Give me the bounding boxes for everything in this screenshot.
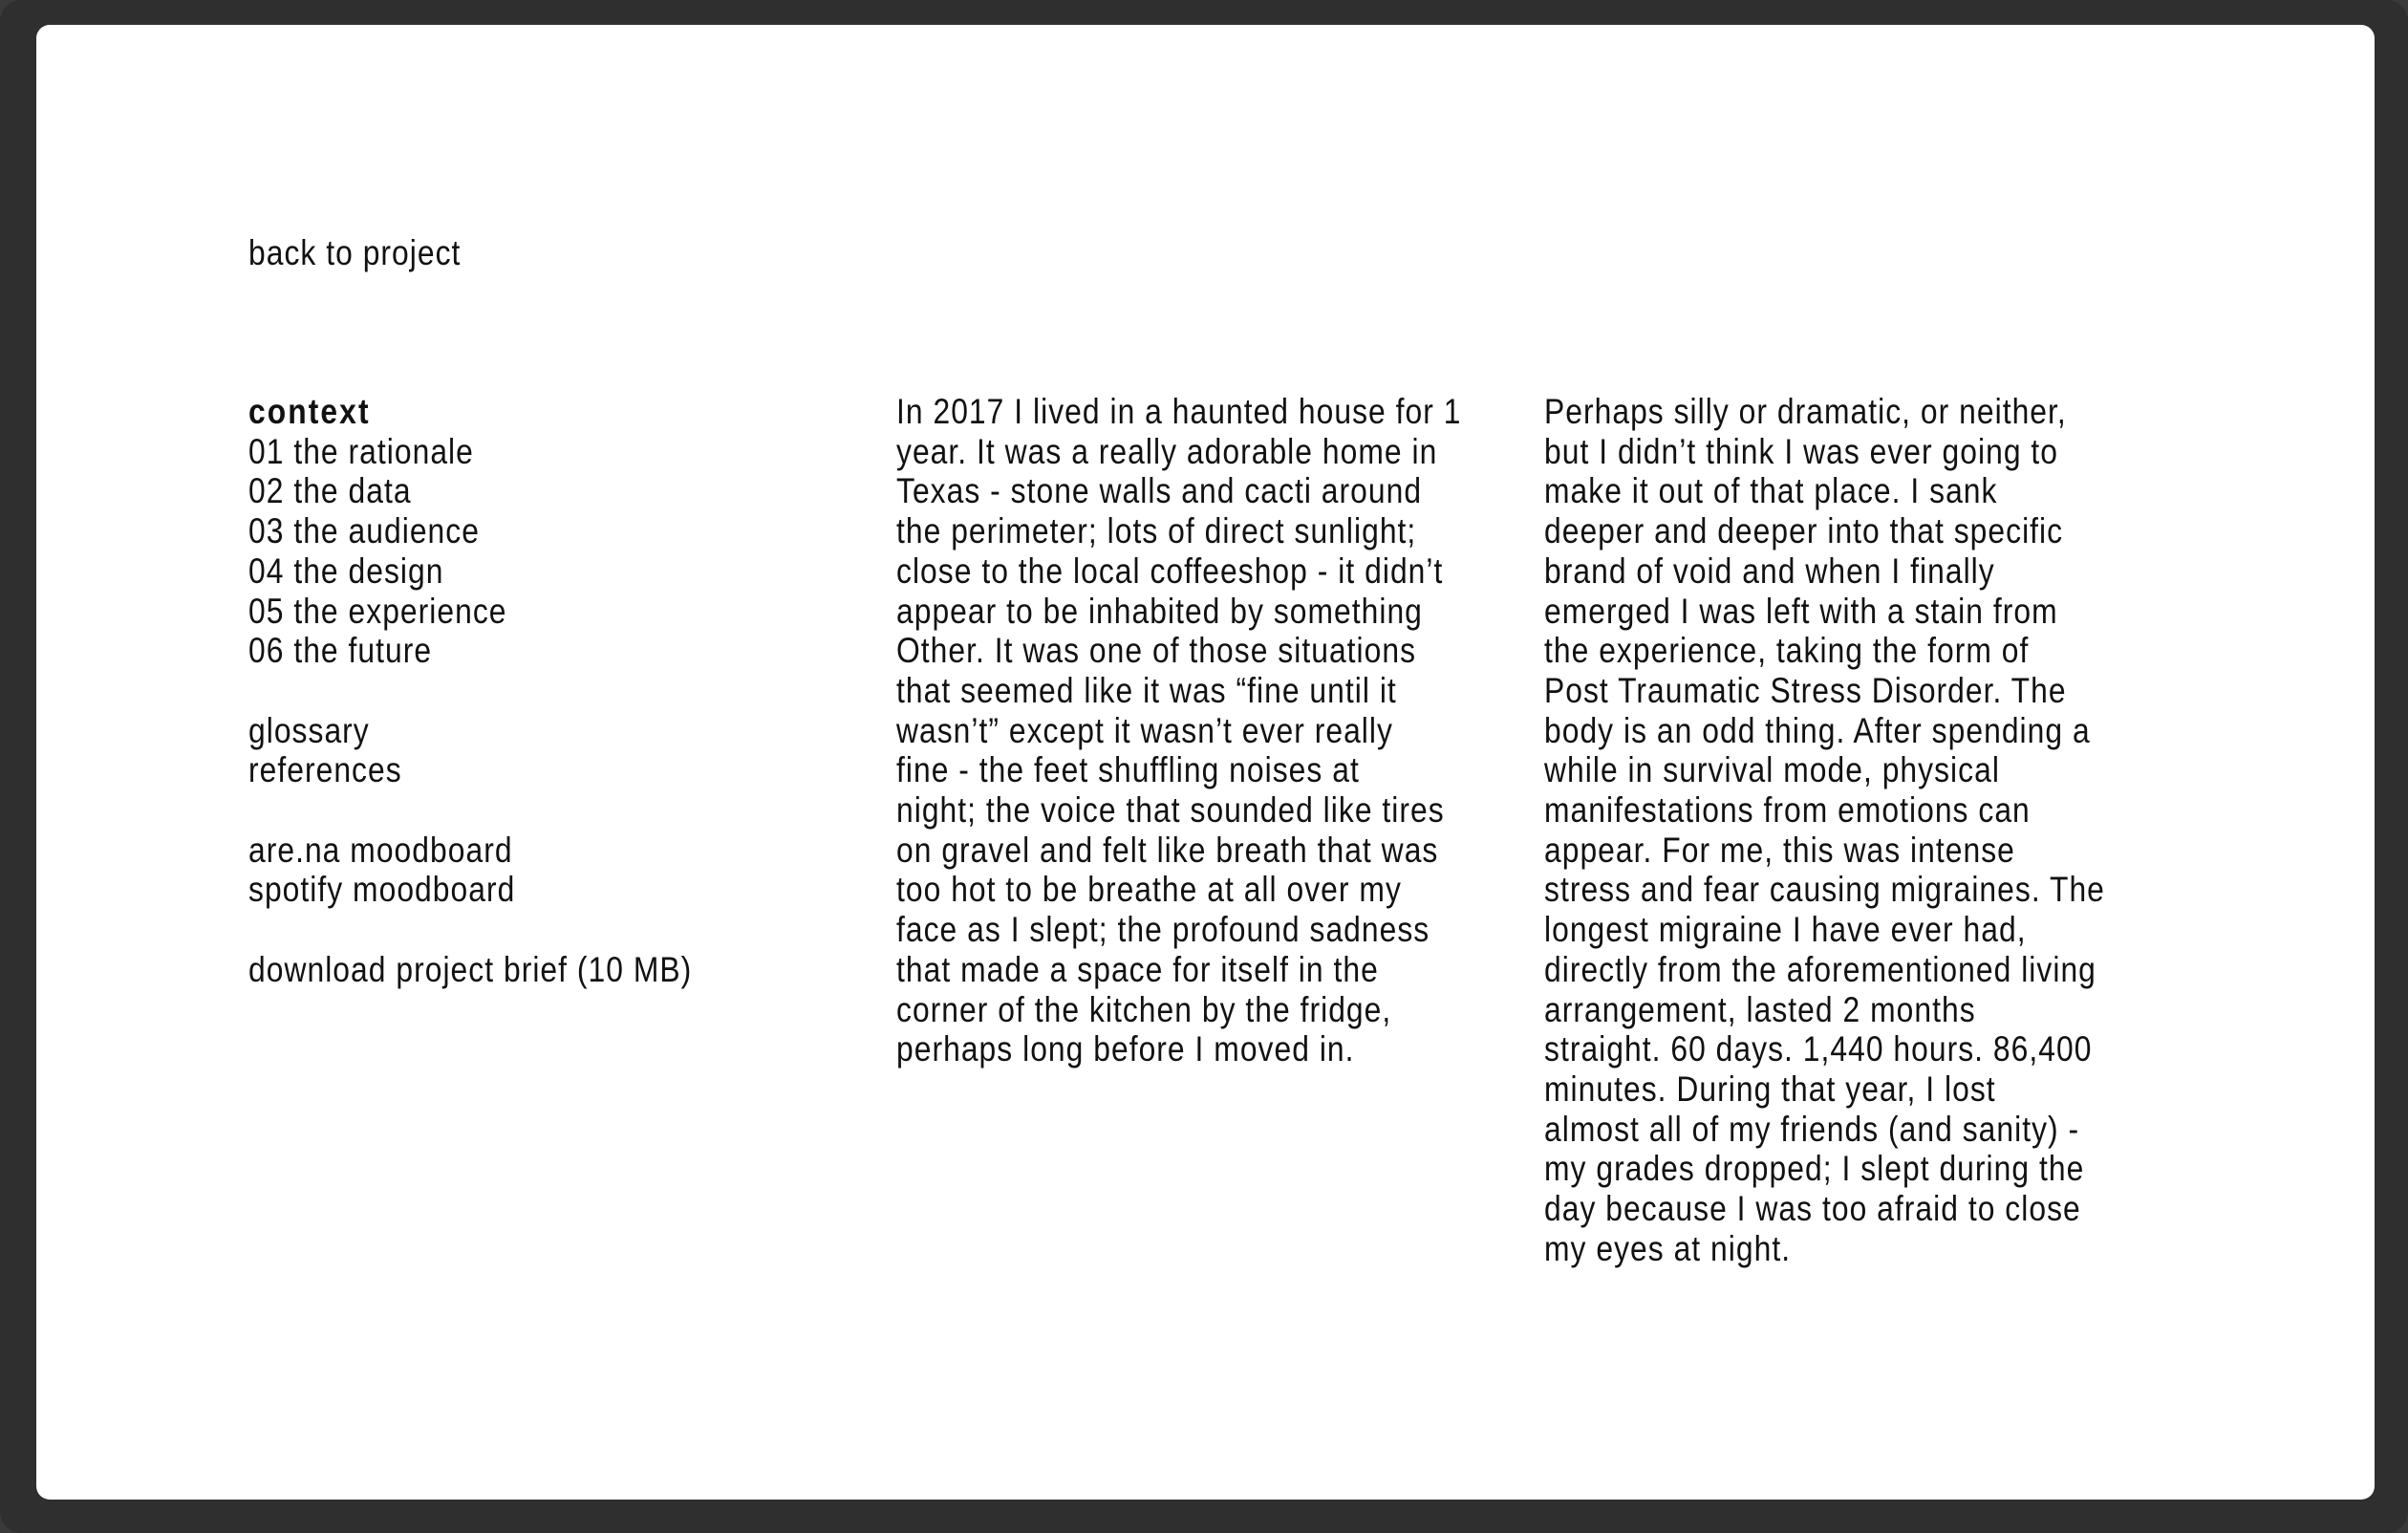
nav-spacer	[248, 671, 824, 711]
nav-item-references[interactable]: references	[248, 750, 402, 790]
back-to-project-link[interactable]: back to project	[248, 233, 462, 272]
nav-item-design[interactable]: 04 the design	[248, 551, 444, 591]
section-nav	[248, 392, 824, 990]
context-paragraph-2: Perhaps silly or dramatic, or neither, but I didn’t think I was ever going to make it out of that place. I sank deeper and deeper into that specific brand of void and when I finally emerged I was left with a stain from the experience, taking the form of Post Traumatic Stress Disorder. The body is an odd thing. After spending a while in survival mode, physical manifestations from emotions can appear. For me, this was intense stress and fear causing migraines. The longest migraine I have ever had, directly from the aforementioned living arrangement, lasted 2 months straight. 60 days. 1,440 hours. 86,400 minutes. During that year, I lost almost all of my friends (and sanity) - my grades dropped; I slept during the day because I was too afraid to close my eyes at night.	[1544, 392, 2105, 1268]
nav-item-future[interactable]: 06 the future	[248, 631, 433, 671]
nav-item-experience[interactable]: 05 the experience	[248, 591, 507, 631]
context-paragraph-1: In 2017 I lived in a haunted house for 1 year. It was a really adorable home in Texas - stone walls and cacti around the perimeter; lots of direct sunlight; close to the local coffeeshop - it didn’t appear to be inhabited by something Other. It was one of those situations that seemed like it was “fine until it wasn’t” except it wasn’t ever really fine - the feet shuffling noises at night; the voice that sounded like tires on gravel and felt like breath that was too hot to be breathe at all over my face as I slept; the profound sadness that made a space for itself in the corner of the kitchen by the fridge, perhaps long before I moved in.	[896, 392, 1462, 1069]
nav-item-glossary[interactable]: glossary	[248, 710, 370, 750]
spotify-moodboard-link[interactable]: spotify moodboard	[248, 870, 516, 910]
nav-item-audience[interactable]: 03 the audience	[248, 511, 480, 551]
arena-moodboard-link[interactable]: are.na moodboard	[248, 830, 513, 870]
nav-item-rationale[interactable]: 01 the rationale	[248, 431, 474, 471]
nav-spacer	[248, 910, 824, 950]
nav-spacer	[248, 790, 824, 831]
nav-heading-context: context	[248, 392, 371, 431]
page-canvas	[36, 25, 2375, 1500]
download-brief-link[interactable]: download project brief (10 MB)	[248, 949, 693, 989]
nav-item-data[interactable]: 02 the data	[248, 471, 412, 511]
